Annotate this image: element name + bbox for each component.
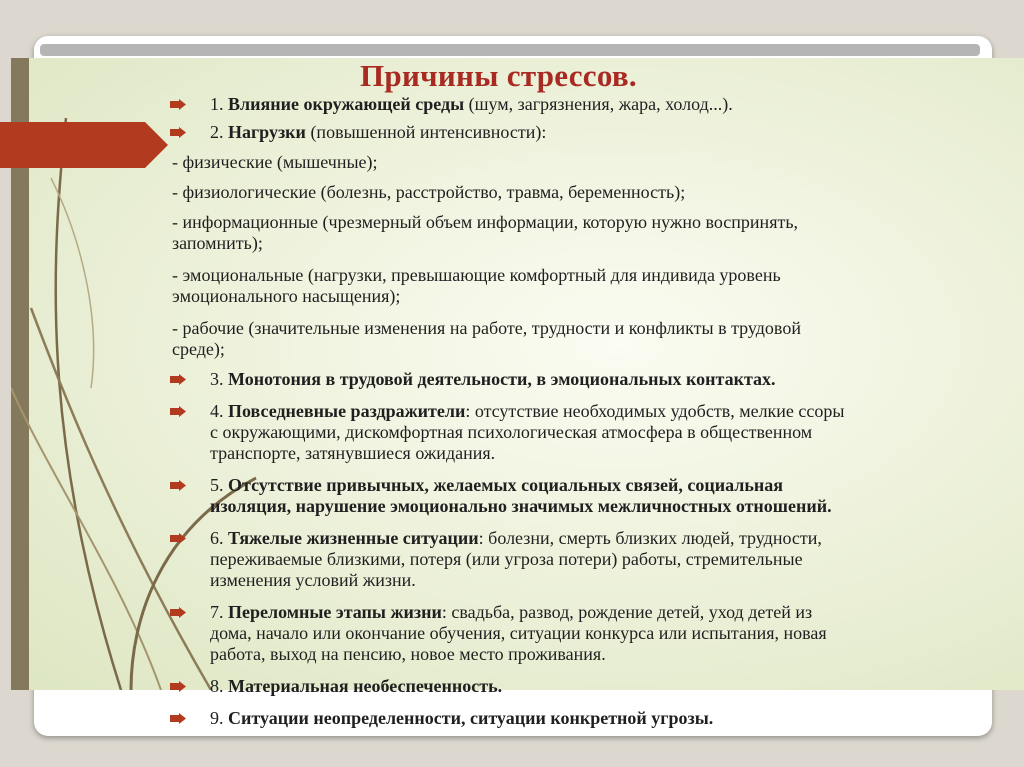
- arrow-bullet-icon: [170, 374, 186, 385]
- arrow-bullet-icon: [170, 533, 186, 544]
- list-item: 1. Влияние окружающей среды (шум, загрязнения, жара, холод...).: [170, 94, 1024, 115]
- list-item: 4. Повседневные раздражители: отсутствие необходимых удобств, мелкие ссоры с окружающими, дискомфортная психологическая атмосфера в общественном транспорте, затянувшиеся ожидания.: [170, 401, 1024, 464]
- list-item: 8. Материальная необеспеченность.: [170, 676, 1024, 697]
- arrow-bullet-icon: [170, 607, 186, 618]
- sub-item: - эмоциональные (нагрузки, превышающие комфортный для индивида уровень эмоционального насыщения);: [172, 265, 781, 306]
- sub-item: - физические (мышечные);: [172, 152, 378, 172]
- slide-body: [170, 94, 1024, 729]
- sub-item: - информационные (чрезмерный объем информации, которую нужно воспринять, запомнить);: [172, 212, 799, 253]
- arrow-bullet-icon: [170, 99, 186, 110]
- list-item: 9. Ситуации неопределенности, ситуации конкретной угрозы.: [170, 708, 1024, 729]
- frame-top-bar: [40, 44, 980, 56]
- decorative-arrow: [0, 122, 168, 168]
- list-item: 6. Тяжелые жизненные ситуации: болезни, смерть близких людей, трудности, переживаемые близкими, потеря (или угроза потери) работы, стремительные изменения условий жизни.: [170, 528, 1024, 591]
- sub-item: - рабочие (значительные изменения на работе, трудности и конфликты в трудовой среде);: [172, 318, 801, 359]
- list-item: 5. Отсутствие привычных, желаемых социальных связей, социальная изоляция, нарушение эмоционально значимых межличностных отношений.: [170, 475, 1024, 517]
- list-item: 7. Переломные этапы жизни: свадьба, развод, рождение детей, уход детей из дома, начало или окончание обучения, ситуации конкурса или испытания, новая работа, выход на пенсию, новое место проживания.: [170, 602, 1024, 665]
- arrow-bullet-icon: [170, 406, 186, 417]
- list-item: 2. Нагрузки (повышенной интенсивности):: [170, 122, 1024, 143]
- sub-item: - физиологические (болезнь, расстройство, травма, беременность);: [172, 182, 686, 202]
- arrow-bullet-icon: [170, 681, 186, 692]
- arrow-bullet-icon: [170, 480, 186, 491]
- arrow-bullet-icon: [170, 713, 186, 724]
- arrow-bullet-icon: [170, 127, 186, 138]
- list-item: 3. Монотония в трудовой деятельности, в эмоциональных контактах.: [170, 369, 1024, 390]
- slide-title: Причины стрессов.: [360, 58, 637, 93]
